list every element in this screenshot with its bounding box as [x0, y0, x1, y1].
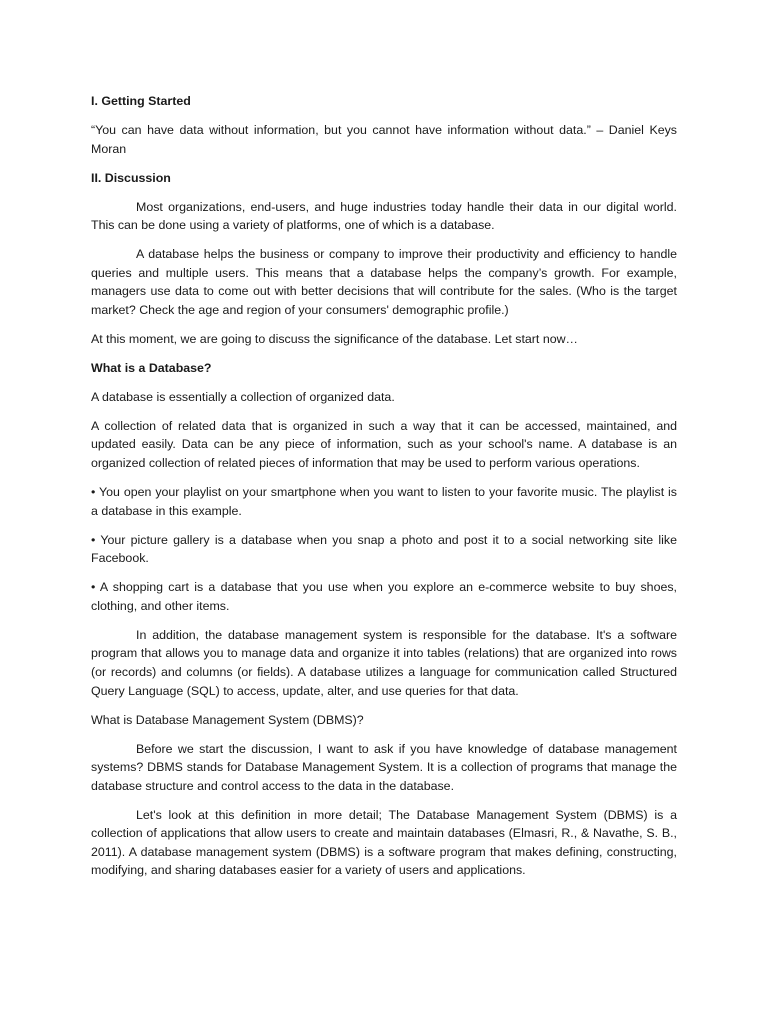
intro-paragraph: A database helps the business or company to improve their productivity and efficiency to handle queries and multiple users. This means that a database helps the company’s growth. For example, managers use data to come out with better decisions that will contribute for the sales. (Who is the target market? Check the age and region of your consumers' demographic profile.) — [91, 247, 677, 317]
opening-quote: “You can have data without information, but you cannot have information without data.” – Daniel Keys Moran — [91, 122, 677, 156]
intro-paragraph: Most organizations, end-users, and huge industries today handle their data in our digital world. This can be done using a variety of platforms, one of which is a database. — [91, 199, 677, 233]
dbms-definition-paragraph: Let's look at this definition in more detail; The Database Management System (DBMS) is a collection of applications that allow users to create and maintain databases (Elmasri, R., & Navathe, S. B., 2011). A database management system (DBMS) is a software program that makes defining, constructing, modifying, and sharing databases easier for a variety of users and applications. — [91, 807, 677, 878]
intro-paragraph: At this moment, we are going to discuss the significance of the database. Let start now… — [91, 331, 578, 346]
bullet-item: • Your picture gallery is a database when you snap a photo and post it to a social networking site like Facebook. — [91, 532, 677, 566]
bullet-item: • A shopping cart is a database that you use when you explore an e-commerce website to buy shoes, clothing, and other items. — [91, 580, 677, 613]
bullet-item: • You open your playlist on your smartphone when you want to listen to your favorite music. The playlist is a database in this example. — [91, 485, 677, 518]
dbms-intro-paragraph: In addition, the database management system is responsible for the database. It's a software program that allows you to manage data and organize it into tables (relations) that are organized into rows (or records) and columns (or fields). A database utilizes a language for communication called Structured Query Language (SQL) to access, update, alter, and use queries for that data. — [91, 627, 677, 698]
dbms-question-paragraph: Before we start the discussion, I want to ask if you have knowledge of database management systems? DBMS stands for Database Management System. It is a collection of programs that manage the database structure and control access to the data in the database. — [91, 741, 677, 793]
section-heading-getting-started: I. Getting Started — [91, 94, 191, 108]
document-page — [91, 92, 677, 890]
section-heading-discussion: II. Discussion — [91, 170, 171, 185]
definition-long: A collection of related data that is organized in such a way that it can be accessed, maintained, and updated easily. Data can be any piece of information, such as your school's name. A database is an organized collection of related pieces of information that may be used to perform various operations. — [91, 418, 677, 471]
definition-short: A database is essentially a collection of organized data. — [91, 389, 395, 404]
subheading-what-is-database: What is a Database? — [91, 360, 212, 375]
subheading-what-is-dbms: What is Database Management System (DBMS)? — [91, 712, 364, 727]
